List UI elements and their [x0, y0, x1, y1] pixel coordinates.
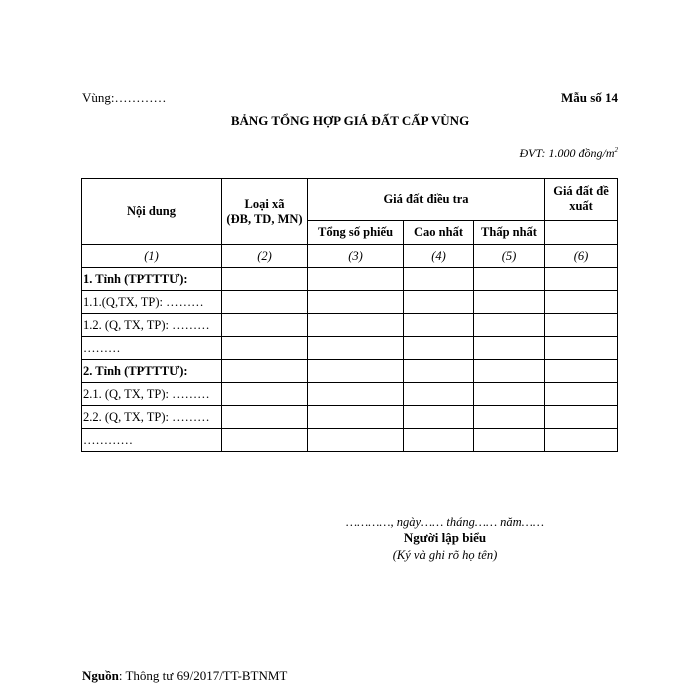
form-number: Mẫu số 14: [560, 90, 618, 105]
table-cell: [308, 337, 404, 360]
source-label: Nguồn: [82, 668, 119, 683]
table-row: [82, 337, 618, 360]
table-cell: [545, 337, 618, 360]
table-cell: [404, 383, 474, 406]
table-cell: [308, 429, 404, 452]
row-label: 1.1.(Q,TX, TP): ………: [82, 291, 222, 314]
table-cell: [308, 268, 404, 291]
table-cell: [474, 360, 545, 383]
table-cell: [474, 314, 545, 337]
table-row: [82, 314, 618, 337]
table-row: [82, 360, 618, 383]
header-commune-type-line2: (ĐB, TD, MN): [226, 211, 303, 226]
header-commune-type-line1: Loại xã: [244, 196, 285, 211]
table-cell: [404, 314, 474, 337]
table-cell: [545, 360, 618, 383]
table-row: [82, 291, 618, 314]
row-label: ………: [82, 337, 222, 360]
index-cell: (4): [404, 245, 474, 268]
table-cell: [474, 429, 545, 452]
header-survey-price: Giá đất điều tra: [308, 179, 545, 221]
table-cell: [545, 268, 618, 291]
table-cell: [474, 337, 545, 360]
unit-label: [519, 146, 618, 161]
header-content: Nội dung: [82, 179, 222, 245]
table-cell: [404, 360, 474, 383]
row-label: 2.1. (Q, TX, TP): ………: [82, 383, 222, 406]
land-price-table: [81, 178, 618, 452]
table-cell: [222, 360, 308, 383]
table-cell: [222, 314, 308, 337]
unit-superscript: 2: [614, 146, 618, 154]
table-cell: [308, 406, 404, 429]
table-cell: [545, 406, 618, 429]
table-row: [82, 268, 618, 291]
index-cell: (3): [308, 245, 404, 268]
table-cell: [222, 337, 308, 360]
table-cell: [474, 383, 545, 406]
table-cell: [404, 291, 474, 314]
table-cell: [222, 429, 308, 452]
table-cell: [404, 268, 474, 291]
table-cell: [308, 383, 404, 406]
row-label: 2. Tỉnh (TPTTTƯ):: [82, 360, 222, 383]
unit-text: ĐVT: 1.000 đồng/m: [519, 146, 615, 160]
table-cell: [474, 291, 545, 314]
table-cell: [308, 360, 404, 383]
table-cell: [545, 314, 618, 337]
source-text: : Thông tư 69/2017/TT-BTNMT: [118, 668, 288, 683]
index-row: [82, 245, 618, 268]
header-total-forms: Tổng số phiếu: [308, 220, 404, 244]
signature-date-line: …………, ngày…… tháng…… năm……: [346, 515, 544, 529]
table-cell: [222, 383, 308, 406]
table-cell: [545, 291, 618, 314]
table-cell: [308, 314, 404, 337]
index-cell: (6): [545, 245, 618, 268]
table-cell: [545, 429, 618, 452]
row-label: 1.2. (Q, TX, TP): ………: [82, 314, 222, 337]
header-proposed-price: Giá đất đề xuất: [545, 179, 618, 221]
header-proposed-empty: [545, 220, 618, 244]
table-cell: [474, 268, 545, 291]
table-cell: [545, 383, 618, 406]
row-label: 2.2. (Q, TX, TP): ………: [82, 406, 222, 429]
table-cell: [222, 291, 308, 314]
table-row: [82, 406, 618, 429]
header-highest: Cao nhất: [404, 220, 474, 244]
index-cell: (1): [82, 245, 222, 268]
header-commune-type: [222, 179, 308, 245]
region-label: Vùng:…………: [82, 90, 167, 105]
row-label: 1. Tỉnh (TPTTTƯ):: [82, 268, 222, 291]
table-cell: [474, 406, 545, 429]
table-row: [82, 429, 618, 452]
table-cell: [308, 291, 404, 314]
row-label: …………: [82, 429, 222, 452]
table-cell: [404, 429, 474, 452]
header-row-1: [82, 179, 618, 221]
table-cell: [222, 406, 308, 429]
signature-note: (Ký và ghi rõ họ tên): [392, 548, 498, 562]
source-note: [82, 668, 287, 684]
index-cell: (2): [222, 245, 308, 268]
table-cell: [222, 268, 308, 291]
table-cell: [404, 337, 474, 360]
document-title: BẢNG TỔNG HỢP GIÁ ĐẤT CẤP VÙNG: [230, 113, 470, 128]
table-row: [82, 383, 618, 406]
index-cell: (5): [474, 245, 545, 268]
table-cell: [404, 406, 474, 429]
signature-title: Người lập biểu: [403, 530, 487, 545]
header-lowest: Thấp nhất: [474, 220, 545, 244]
